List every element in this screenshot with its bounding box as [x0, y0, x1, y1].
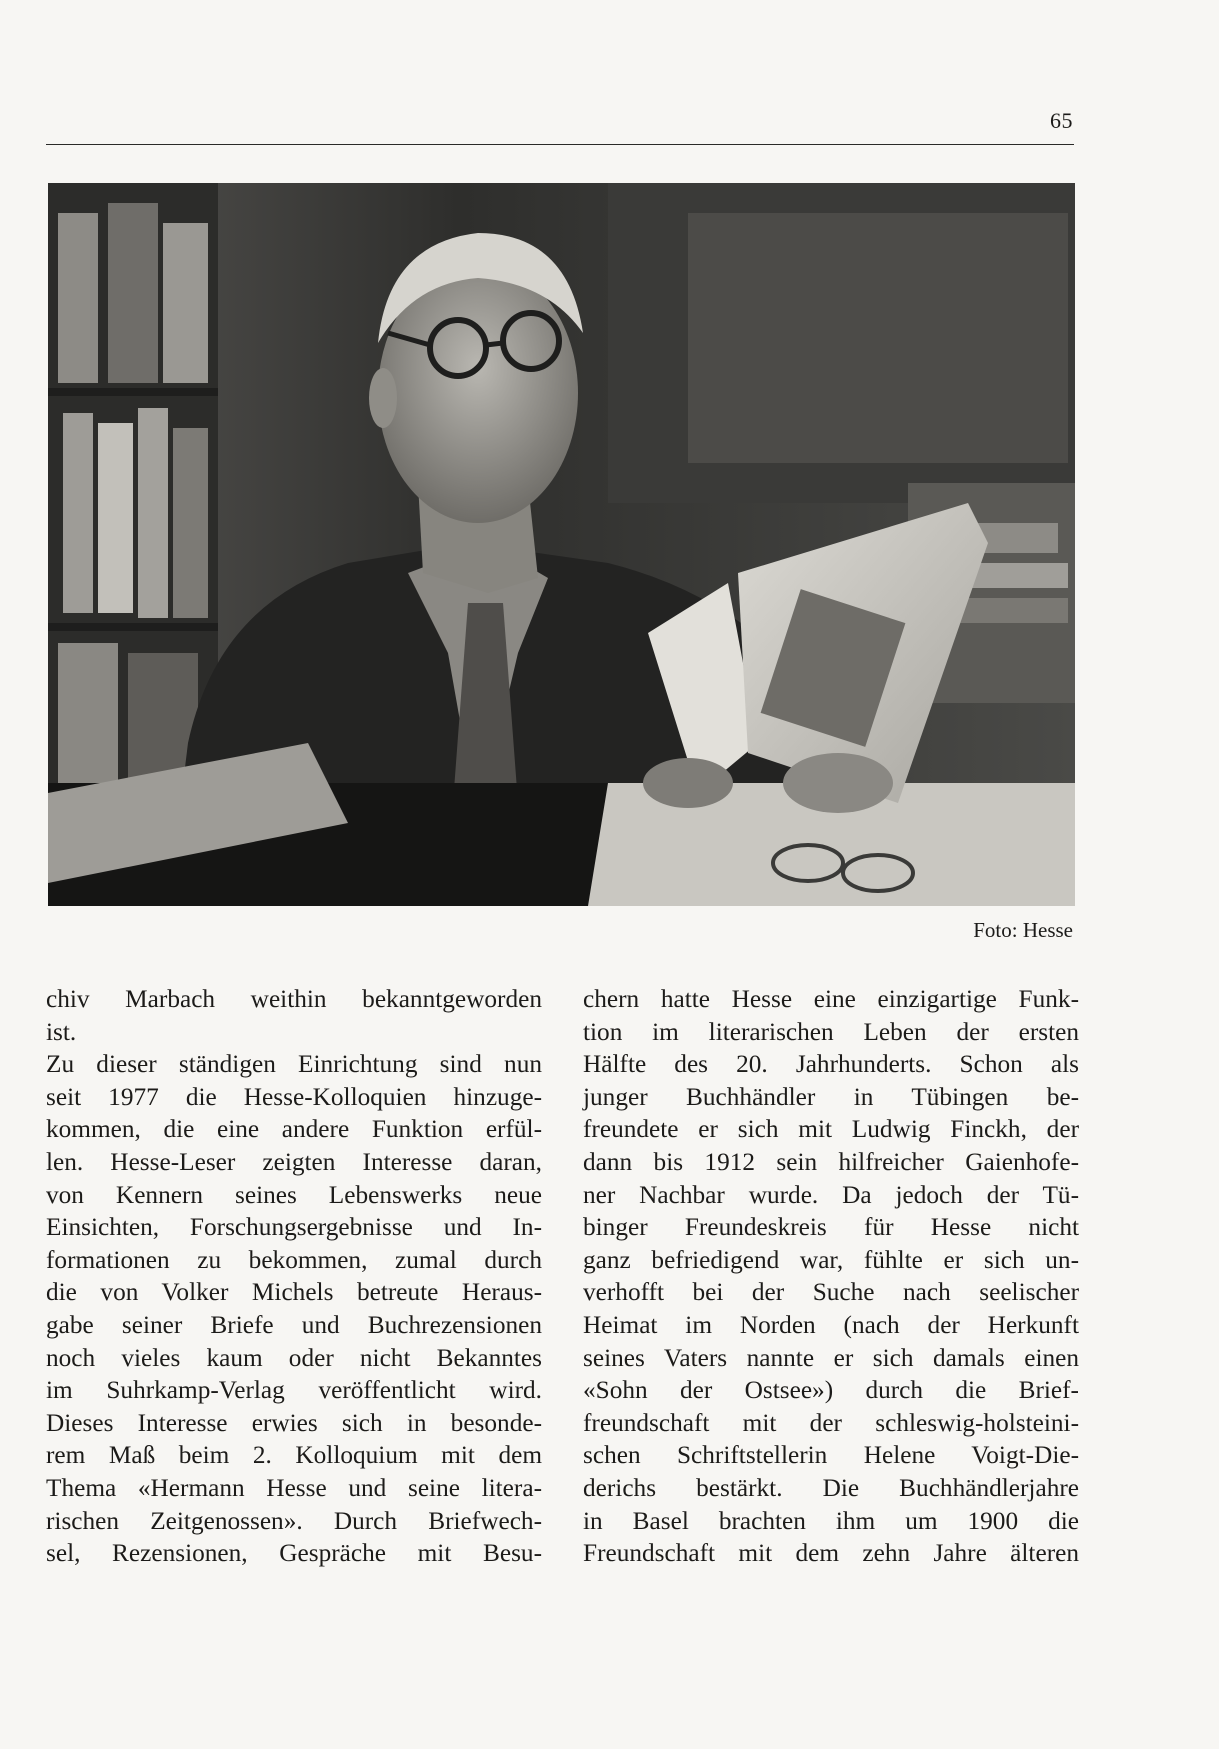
- text-line: schen Schriftstellerin Helene Voigt-Die-: [583, 1441, 1079, 1470]
- text-column-left: [46, 983, 542, 1570]
- text-line: kommen, die eine andere Funktion erfül-: [46, 1115, 542, 1144]
- text-line: len. Hesse-Leser zeigten Interesse daran,: [46, 1147, 542, 1176]
- page-number: 65: [1050, 108, 1073, 133]
- text-line: chern hatte Hesse eine einzigartige Funk-: [583, 985, 1079, 1013]
- text-line: Heimat im Norden (nach der Herkunft: [583, 1310, 1079, 1339]
- text-line: in Basel brachten ihm um 1900 die: [583, 1506, 1079, 1535]
- photo-caption: Foto: Hesse: [973, 918, 1073, 942]
- text-line: von Kennern seines Lebenswerks neue: [46, 1180, 542, 1209]
- text-line: freundschaft mit der schleswig-holsteini-: [583, 1408, 1079, 1437]
- text-line: Hälfte des 20. Jahrhunderts. Schon als: [583, 1050, 1079, 1079]
- text-line: freundete er sich mit Ludwig Finckh, der: [583, 1115, 1079, 1144]
- photograph: [48, 183, 1075, 906]
- text-line: binger Freundeskreis für Hesse nicht: [583, 1213, 1079, 1242]
- portrait-photo-illustration: [48, 183, 1075, 906]
- text-line: ist.: [46, 1017, 77, 1046]
- text-line: derichs bestärkt. Die Buchhändlerjahre: [583, 1473, 1079, 1502]
- text-line: die von Volker Michels betreute Heraus-: [46, 1278, 542, 1307]
- header-rule: [46, 144, 1074, 145]
- text-line: chiv Marbach weithin bekanntgeworden: [46, 985, 542, 1013]
- text-line: Thema «Hermann Hesse und seine litera-: [46, 1473, 542, 1502]
- text-line: junger Buchhändler in Tübingen be-: [583, 1082, 1079, 1111]
- text-line: «Sohn der Ostsee») durch die Brief-: [583, 1376, 1079, 1405]
- text-line: rischen Zeitgenossen». Durch Briefwech-: [46, 1506, 542, 1535]
- text-line: Dieses Interesse erwies sich in besonde-: [46, 1408, 542, 1437]
- text-line: ner Nachbar wurde. Da jedoch der Tü-: [583, 1180, 1079, 1209]
- text-line: im Suhrkamp-Verlag veröffentlicht wird.: [46, 1376, 542, 1405]
- text-line: seines Vaters nannte er sich damals einen: [583, 1343, 1079, 1372]
- text-line: seit 1977 die Hesse-Kolloquien hinzuge-: [46, 1082, 542, 1111]
- text-line: verhofft bei der Suche nach seelischer: [583, 1278, 1079, 1307]
- text-line: gabe seiner Briefe und Buchrezensionen: [46, 1310, 542, 1339]
- text-line: tion im literarischen Leben der ersten: [583, 1017, 1079, 1046]
- text-line: noch vieles kaum oder nicht Bekanntes: [46, 1343, 542, 1372]
- text-line: Freundschaft mit dem zehn Jahre älteren: [583, 1539, 1079, 1568]
- text-line: rem Maß beim 2. Kolloquium mit dem: [46, 1441, 542, 1470]
- text-line: sel, Rezensionen, Gespräche mit Besu-: [46, 1539, 542, 1568]
- text-line: formationen zu bekommen, zumal durch: [46, 1245, 542, 1274]
- text-line: ganz befriedigend war, fühlte er sich un-: [583, 1245, 1079, 1274]
- text-line: Einsichten, Forschungsergebnisse und In-: [46, 1213, 542, 1242]
- text-line: Zu dieser ständigen Einrichtung sind nun: [46, 1050, 542, 1079]
- text-line: dann bis 1912 sein hilfreicher Gaienhofe-: [583, 1147, 1079, 1176]
- text-column-right: [583, 983, 1079, 1570]
